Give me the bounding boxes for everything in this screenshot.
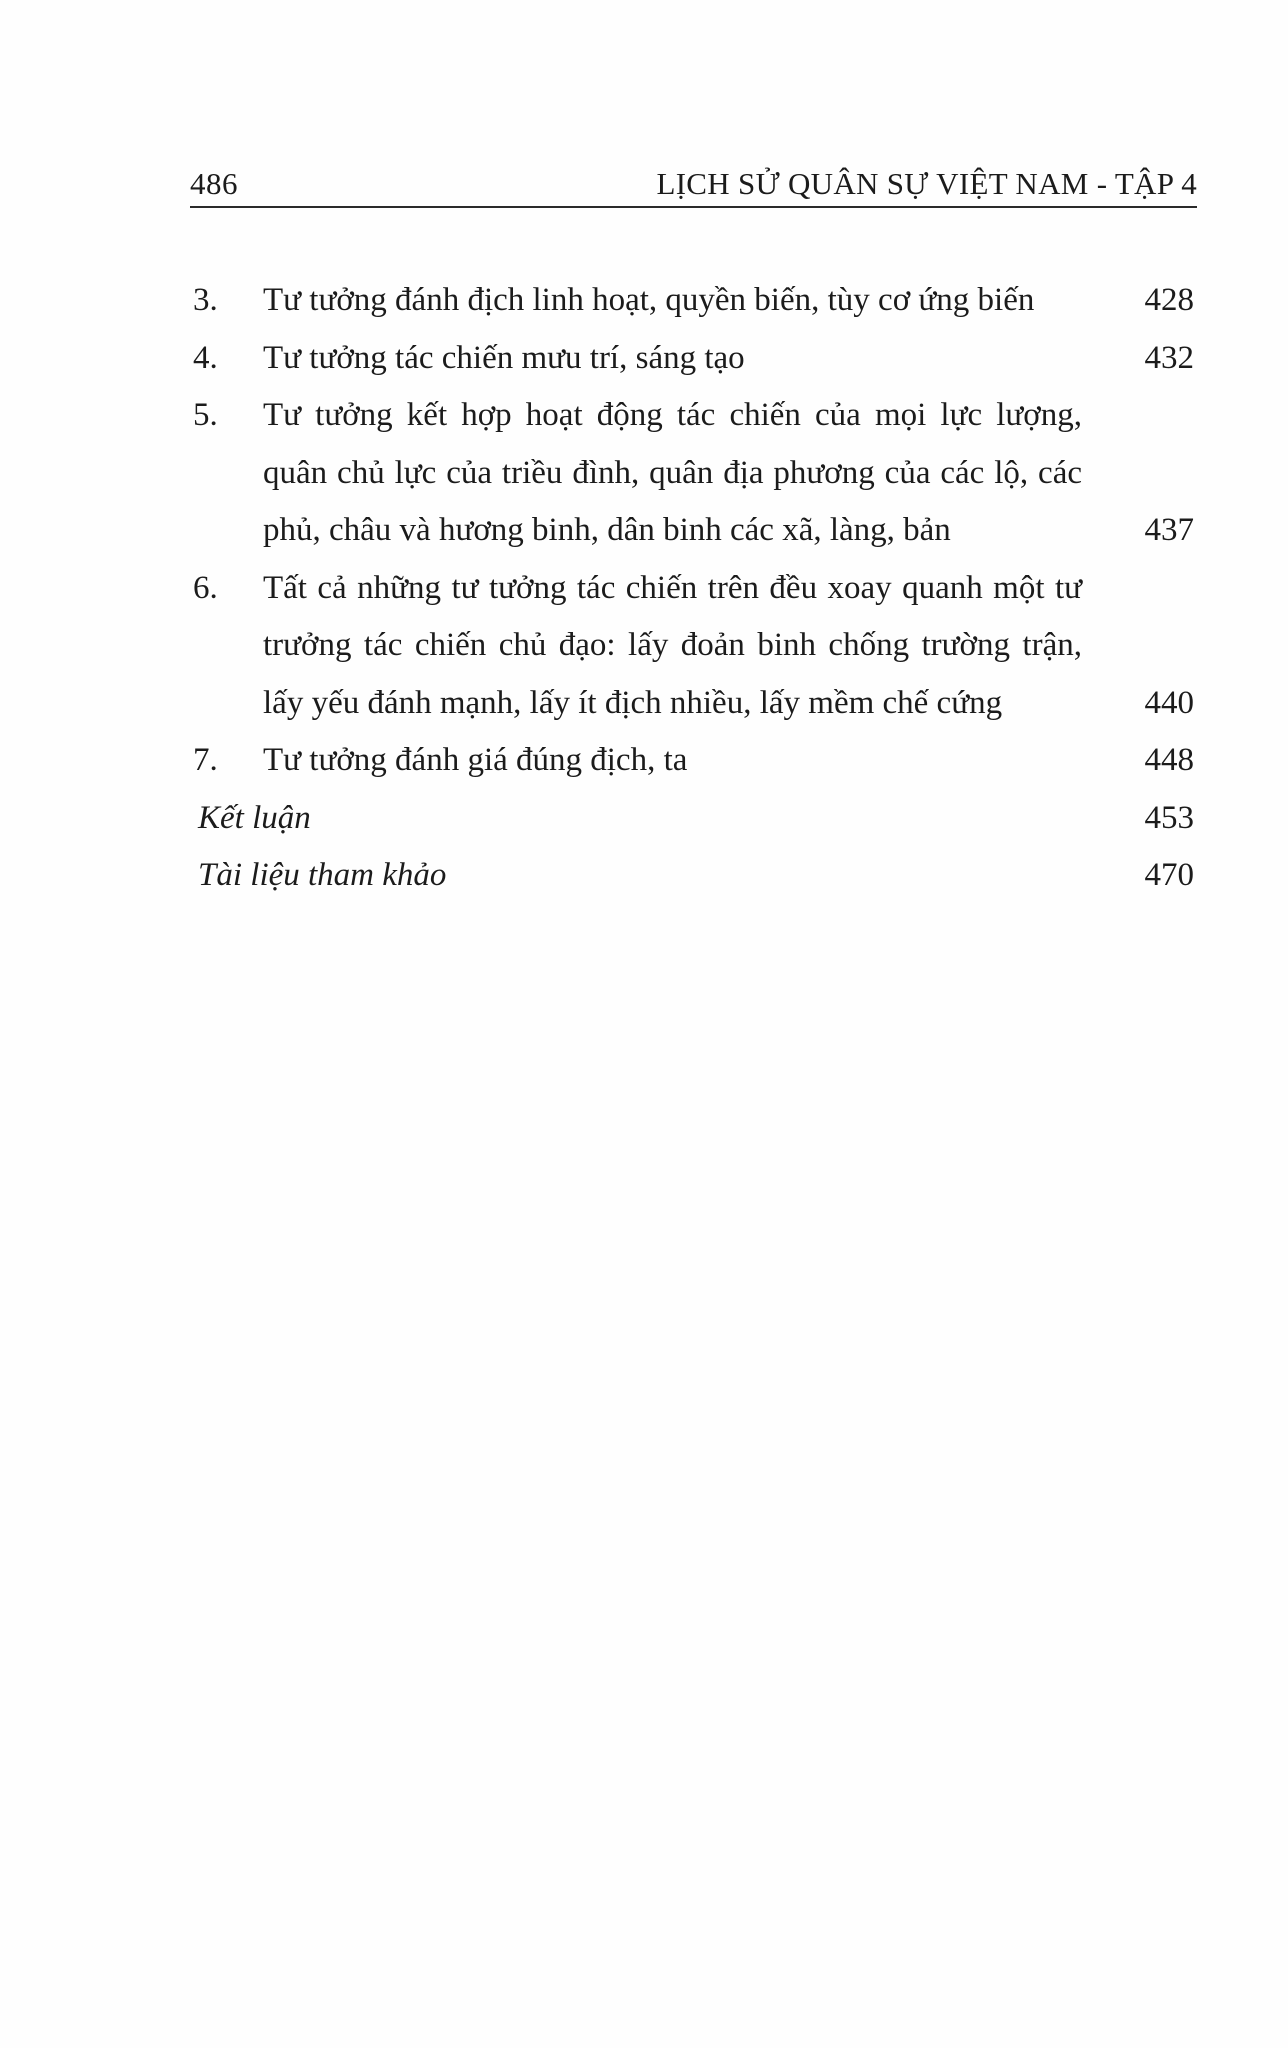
toc-entry-conclusion xyxy=(190,790,1197,848)
table-of-contents xyxy=(190,272,1197,905)
toc-entry-5 xyxy=(190,387,1197,560)
toc-entry-title: Kết luận xyxy=(198,799,311,836)
toc-entry-references xyxy=(190,847,1197,905)
toc-entry-4 xyxy=(190,330,1197,388)
toc-entry-page: 428 xyxy=(1144,282,1194,318)
book-title: LỊCH SỬ QUÂN SỰ VIỆT NAM - TẬP 4 xyxy=(656,166,1197,201)
toc-entry-title: Tất cả những tư tưởng tác chiến trên đều xoay quanh một tư trưởng tác chiến chủ đạo: lấy đoản binh chống trường trận, lấy yếu đánh mạnh, lấy ít địch nhiều, lấy mềm chế cứng xyxy=(263,569,1082,721)
toc-entry-title: Tư tưởng đánh địch linh hoạt, quyền biến, tùy cơ ứng biến xyxy=(263,282,1035,318)
toc-entry-3 xyxy=(190,272,1197,330)
toc-entry-title: Tư tưởng đánh giá đúng địch, ta xyxy=(263,742,688,778)
page-number: 486 xyxy=(190,166,238,201)
toc-entry-page: 448 xyxy=(1144,742,1194,778)
toc-entry-6 xyxy=(190,560,1197,733)
toc-entry-page: 432 xyxy=(1144,339,1194,376)
toc-entry-number: 7. xyxy=(193,742,218,778)
toc-entry-number: 5. xyxy=(193,397,218,433)
toc-entry-number: 4. xyxy=(193,339,218,376)
toc-entry-title: Tư tưởng kết hợp hoạt động tác chiến của mọi lực lượng, quân chủ lực của triều đình, quân địa phương của các lộ, các phủ, châu và hương binh, dân binh các xã, làng, bản xyxy=(263,397,1082,548)
running-header xyxy=(190,160,1197,208)
toc-entry-page: 470 xyxy=(1144,857,1194,893)
toc-entry-7 xyxy=(190,732,1197,790)
toc-entry-page: 453 xyxy=(1144,799,1194,836)
toc-entry-number: 6. xyxy=(193,569,218,606)
toc-entry-title: Tư tưởng tác chiến mưu trí, sáng tạo xyxy=(263,339,745,376)
toc-entry-title: Tài liệu tham khảo xyxy=(198,857,447,893)
toc-entry-number: 3. xyxy=(193,282,218,318)
toc-entry-page: 440 xyxy=(1144,684,1194,721)
toc-entry-page: 437 xyxy=(1144,512,1194,548)
